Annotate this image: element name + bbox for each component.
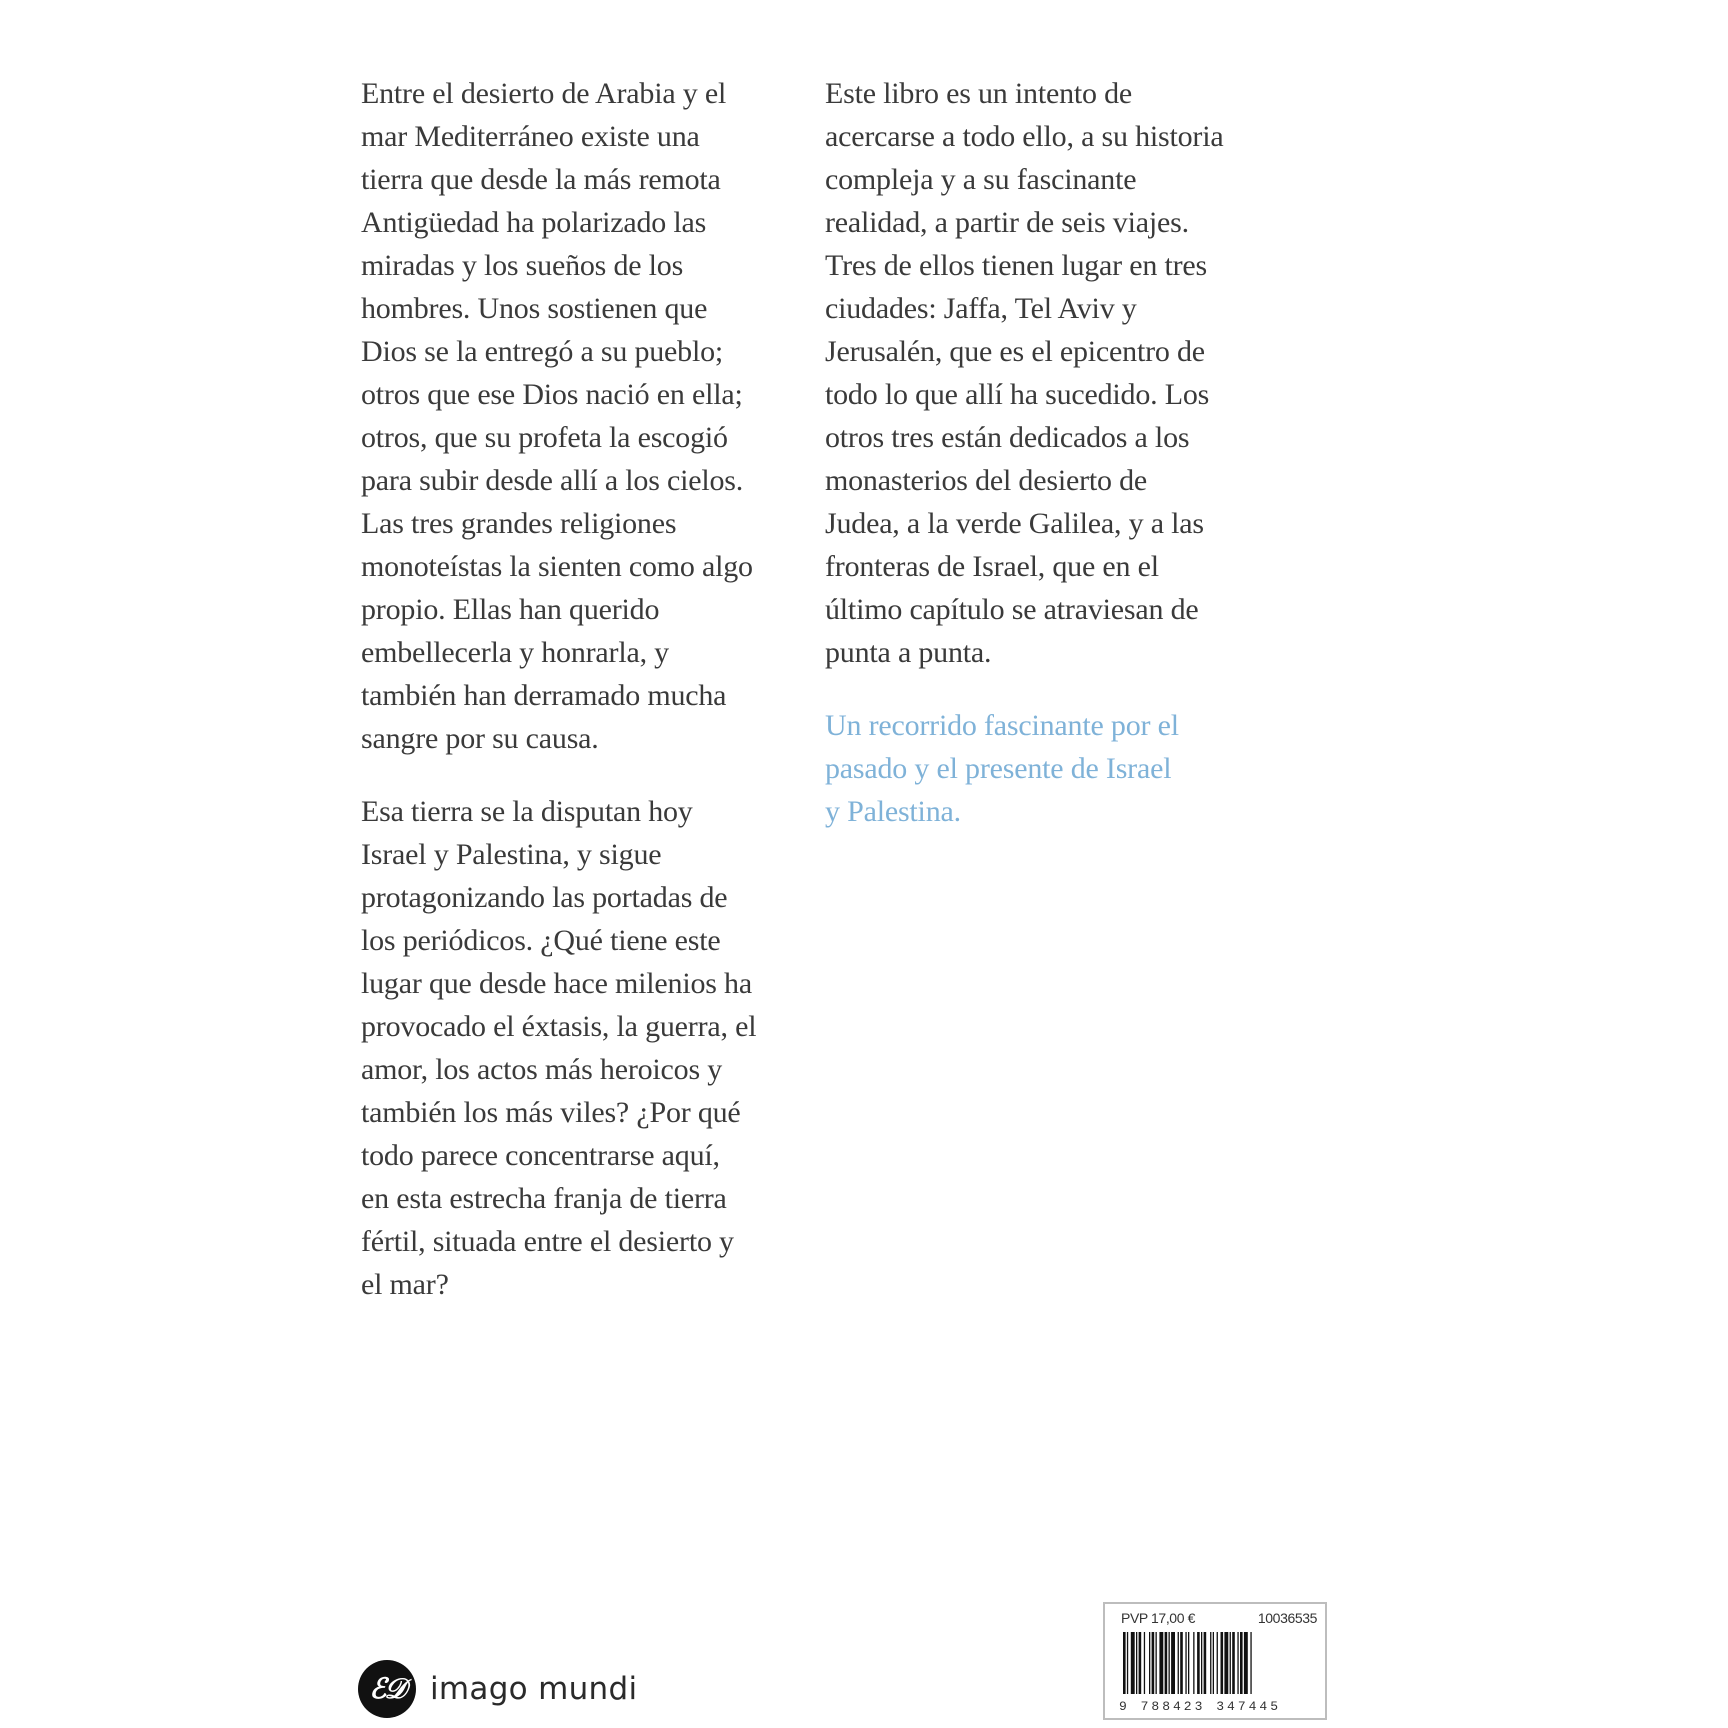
text-line: también los más viles? ¿Por qué xyxy=(361,1096,741,1129)
text-line: protagonizando las portadas de xyxy=(361,881,728,914)
text-line: otros, que su profeta la escogió xyxy=(361,421,728,454)
text-line: ciudades: Jaffa, Tel Aviv y xyxy=(825,292,1137,325)
text-line: Las tres grandes religiones xyxy=(361,507,677,540)
text-line: otros que ese Dios nació en ella; xyxy=(361,378,743,411)
text-line: miradas y los sueños de los xyxy=(361,249,684,282)
text-line: todo lo que allí ha sucedido. Los xyxy=(825,378,1210,411)
text-line: Dios se la entregó a su pueblo; xyxy=(361,335,724,368)
text-line: Un recorrido fascinante por el xyxy=(825,709,1179,742)
left-paragraph-2 xyxy=(361,790,801,1306)
text-line: último capítulo se atraviesan de xyxy=(825,593,1199,626)
text-line: hombres. Unos sostienen que xyxy=(361,292,708,325)
publisher-name: imago mundi xyxy=(430,1671,638,1707)
barcode-label xyxy=(1103,1602,1327,1720)
text-line: provocado el éxtasis, la guerra, el xyxy=(361,1010,757,1043)
text-line: los periódicos. ¿Qué tiene este xyxy=(361,924,721,957)
text-line: Jerusalén, que es el epicentro de xyxy=(825,335,1205,368)
text-line: embellecerla y honrarla, y xyxy=(361,636,669,669)
right-column xyxy=(825,72,1265,863)
text-line: Judea, a la verde Galilea, y a las xyxy=(825,507,1204,540)
text-line: y Palestina. xyxy=(825,795,961,828)
tagline xyxy=(825,704,1265,833)
text-line: otros tres están dedicados a los xyxy=(825,421,1190,454)
barcode-icon xyxy=(1123,1632,1305,1694)
text-line: acercarse a todo ello, a su historia xyxy=(825,120,1224,153)
isbn-number: 9 788423 347445 xyxy=(1119,1699,1282,1714)
text-line: propio. Ellas han querido xyxy=(361,593,660,626)
left-paragraph-1 xyxy=(361,72,801,760)
product-code: 10036535 xyxy=(1257,1610,1317,1626)
text-line: en esta estrecha franja de tierra xyxy=(361,1182,727,1215)
text-line: pasado y el presente de Israel xyxy=(825,752,1172,785)
text-line: fronteras de Israel, que en el xyxy=(825,550,1159,583)
text-line: compleja y a su fascinante xyxy=(825,163,1137,196)
price-row xyxy=(1121,1610,1317,1626)
price: PVP 17,00 € xyxy=(1121,1610,1195,1626)
text-line: Esa tierra se la disputan hoy xyxy=(361,795,693,828)
text-line: Este libro es un intento de xyxy=(825,77,1133,110)
text-line: lugar que desde hace milenios ha xyxy=(361,967,752,1000)
text-line: Entre el desierto de Arabia y el xyxy=(361,77,727,110)
text-line: amor, los actos más heroicos y xyxy=(361,1053,723,1086)
text-line: monasterios del desierto de xyxy=(825,464,1148,497)
text-line: todo parece concentrarse aquí, xyxy=(361,1139,720,1172)
text-line: para subir desde allí a los cielos. xyxy=(361,464,744,497)
text-line: mar Mediterráneo existe una xyxy=(361,120,700,153)
text-line: Antigüedad ha polarizado las xyxy=(361,206,707,239)
text-line: Tres de ellos tienen lugar en tres xyxy=(825,249,1207,282)
text-line: el mar? xyxy=(361,1268,449,1301)
text-line: realidad, a partir de seis viajes. xyxy=(825,206,1189,239)
publisher-logo xyxy=(358,1658,637,1720)
publisher-mark-icon: ℰ𝒟 xyxy=(358,1660,416,1718)
text-line: punta a punta. xyxy=(825,636,992,669)
text-line: tierra que desde la más remota xyxy=(361,163,721,196)
text-line: también han derramado mucha xyxy=(361,679,727,712)
right-paragraph-1 xyxy=(825,72,1265,674)
text-line: sangre por su causa. xyxy=(361,722,599,755)
text-line: fértil, situada entre el desierto y xyxy=(361,1225,734,1258)
text-line: monoteístas la sienten como algo xyxy=(361,550,753,583)
text-line: Israel y Palestina, y sigue xyxy=(361,838,662,871)
left-column xyxy=(361,72,801,1336)
